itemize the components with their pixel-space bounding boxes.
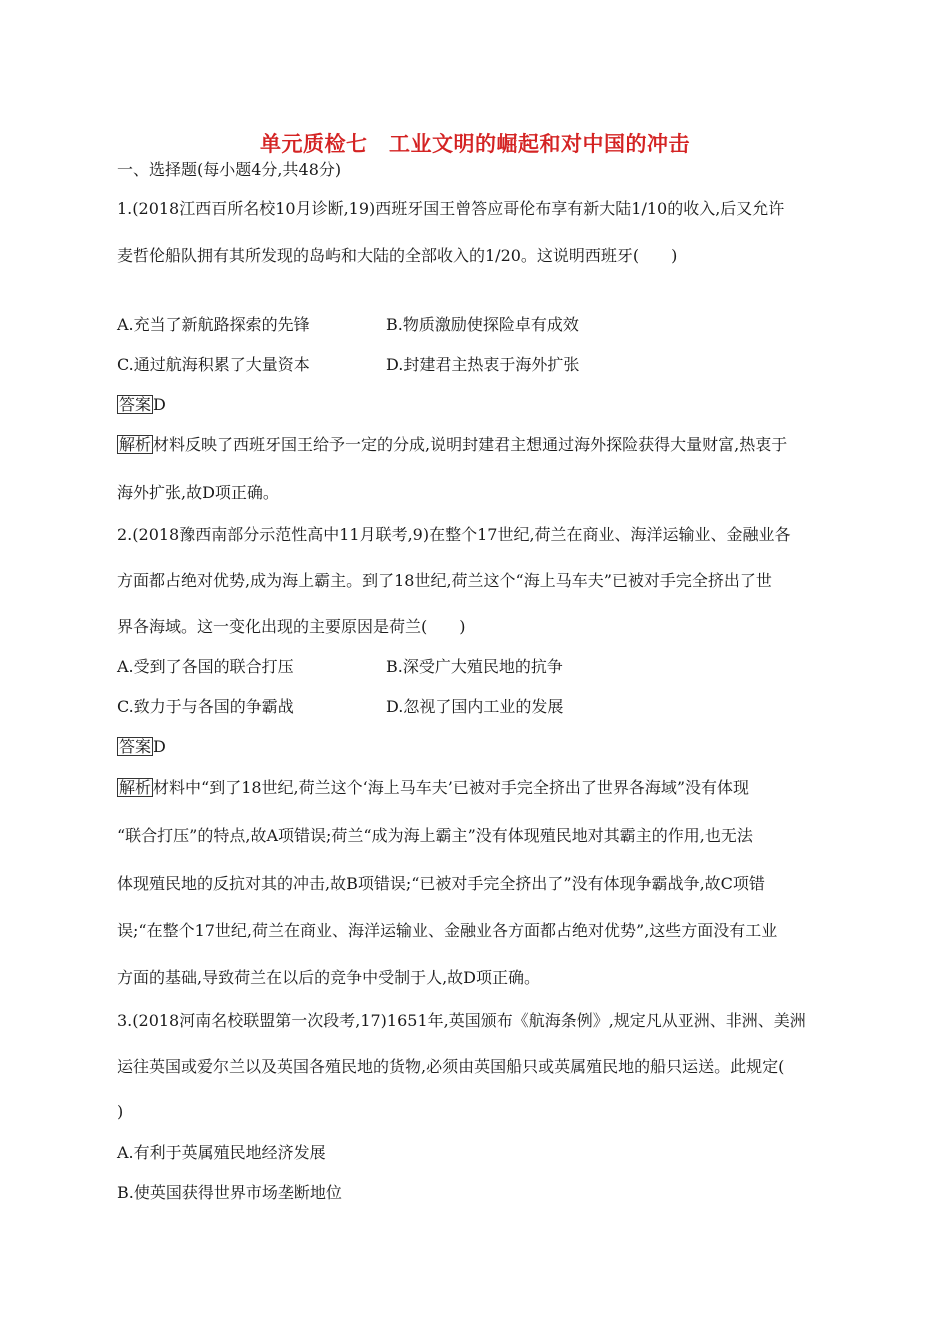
- question-2-option-a: A.受到了各国的联合打压: [117, 657, 294, 676]
- question-2-answer: [117, 737, 166, 757]
- question-3-stem-line-3: ): [117, 1102, 124, 1121]
- question-1-option-a: A.充当了新航路探索的先锋: [117, 315, 310, 334]
- question-3-option-a: A.有利于英属殖民地经济发展: [117, 1143, 326, 1162]
- question-2-stem-line-1: 2.(2018豫西南部分示范性高中11月联考,9)在整个17世纪,荷兰在商业、海洋运输业、金融业各: [117, 525, 791, 544]
- question-3-stem-line-2: 运往英国或爱尔兰以及英国各殖民地的货物,必须由英国船只或英属殖民地的船只运送。此规定(: [117, 1057, 785, 1076]
- question-1-option-b: B.物质激励使探险卓有成效: [386, 315, 579, 334]
- question-2-analysis-line-2: “联合打压”的特点,故A项错误;荷兰“成为海上霸主”没有体现殖民地对其霸主的作用,也无法: [117, 826, 753, 845]
- question-2-stem-line-2: 方面都占绝对优势,成为海上霸主。到了18世纪,荷兰这个“海上马车夫”已被对手完全挤出了世: [117, 571, 772, 590]
- analysis-tag: 解析: [119, 778, 152, 797]
- analysis-text: 材料反映了西班牙国王给予一定的分成,说明封建君主想通过海外探险获得大量财富,热衷于: [153, 435, 788, 454]
- analysis-tag: 解析: [119, 435, 152, 454]
- question-1-answer: [117, 395, 166, 415]
- question-2-analysis-line-1: [117, 778, 749, 798]
- question-2-analysis-line-3: 体现殖民地的反抗对其的冲击,故B项错误;“已被对手完全挤出了”没有体现争霸战争,故C项错: [117, 874, 765, 893]
- question-2-stem-line-3: 界各海域。这一变化出现的主要原因是荷兰( ): [117, 617, 466, 636]
- question-1-analysis-line-2: 海外扩张,故D项正确。: [117, 483, 279, 502]
- answer-tag: 答案: [119, 395, 152, 414]
- page-title: 单元质检七 工业文明的崛起和对中国的冲击: [260, 132, 690, 156]
- question-1-stem-line-2: 麦哲伦船队拥有其所发现的岛屿和大陆的全部收入的1/20。这说明西班牙( ): [117, 246, 678, 265]
- analysis-text: 材料中“到了18世纪,荷兰这个‘海上马车夫’已被对手完全挤出了世界各海域”没有体现: [153, 778, 749, 797]
- answer-value: D: [153, 737, 166, 756]
- question-1-stem-line-1: 1.(2018江西百所名校10月诊断,19)西班牙国王曾答应哥伦布享有新大陆1/10的收入,后又允许: [117, 199, 785, 218]
- question-2-option-b: B.深受广大殖民地的抗争: [386, 657, 563, 676]
- question-2-analysis-line-5: 方面的基础,导致荷兰在以后的竞争中受制于人,故D项正确。: [117, 968, 541, 987]
- section-heading: 一、选择题(每小题4分,共48分): [117, 160, 342, 179]
- question-2-option-d: D.忽视了国内工业的发展: [386, 697, 564, 716]
- answer-tag: 答案: [119, 737, 152, 756]
- question-1-option-d: D.封建君主热衷于海外扩张: [386, 355, 580, 374]
- question-1-analysis-line-1: [117, 435, 787, 455]
- question-2-option-c: C.致力于与各国的争霸战: [117, 697, 294, 716]
- question-3-option-b: B.使英国获得世界市场垄断地位: [117, 1183, 342, 1202]
- question-3-stem-line-1: 3.(2018河南名校联盟第一次段考,17)1651年,英国颁布《航海条例》,规定凡从亚洲、非洲、美洲: [117, 1011, 806, 1030]
- question-2-analysis-line-4: 误;“在整个17世纪,荷兰在商业、海洋运输业、金融业各方面都占绝对优势”,这些方面没有工业: [117, 921, 778, 940]
- question-1-option-c: C.通过航海积累了大量资本: [117, 355, 310, 374]
- answer-value: D: [153, 395, 166, 414]
